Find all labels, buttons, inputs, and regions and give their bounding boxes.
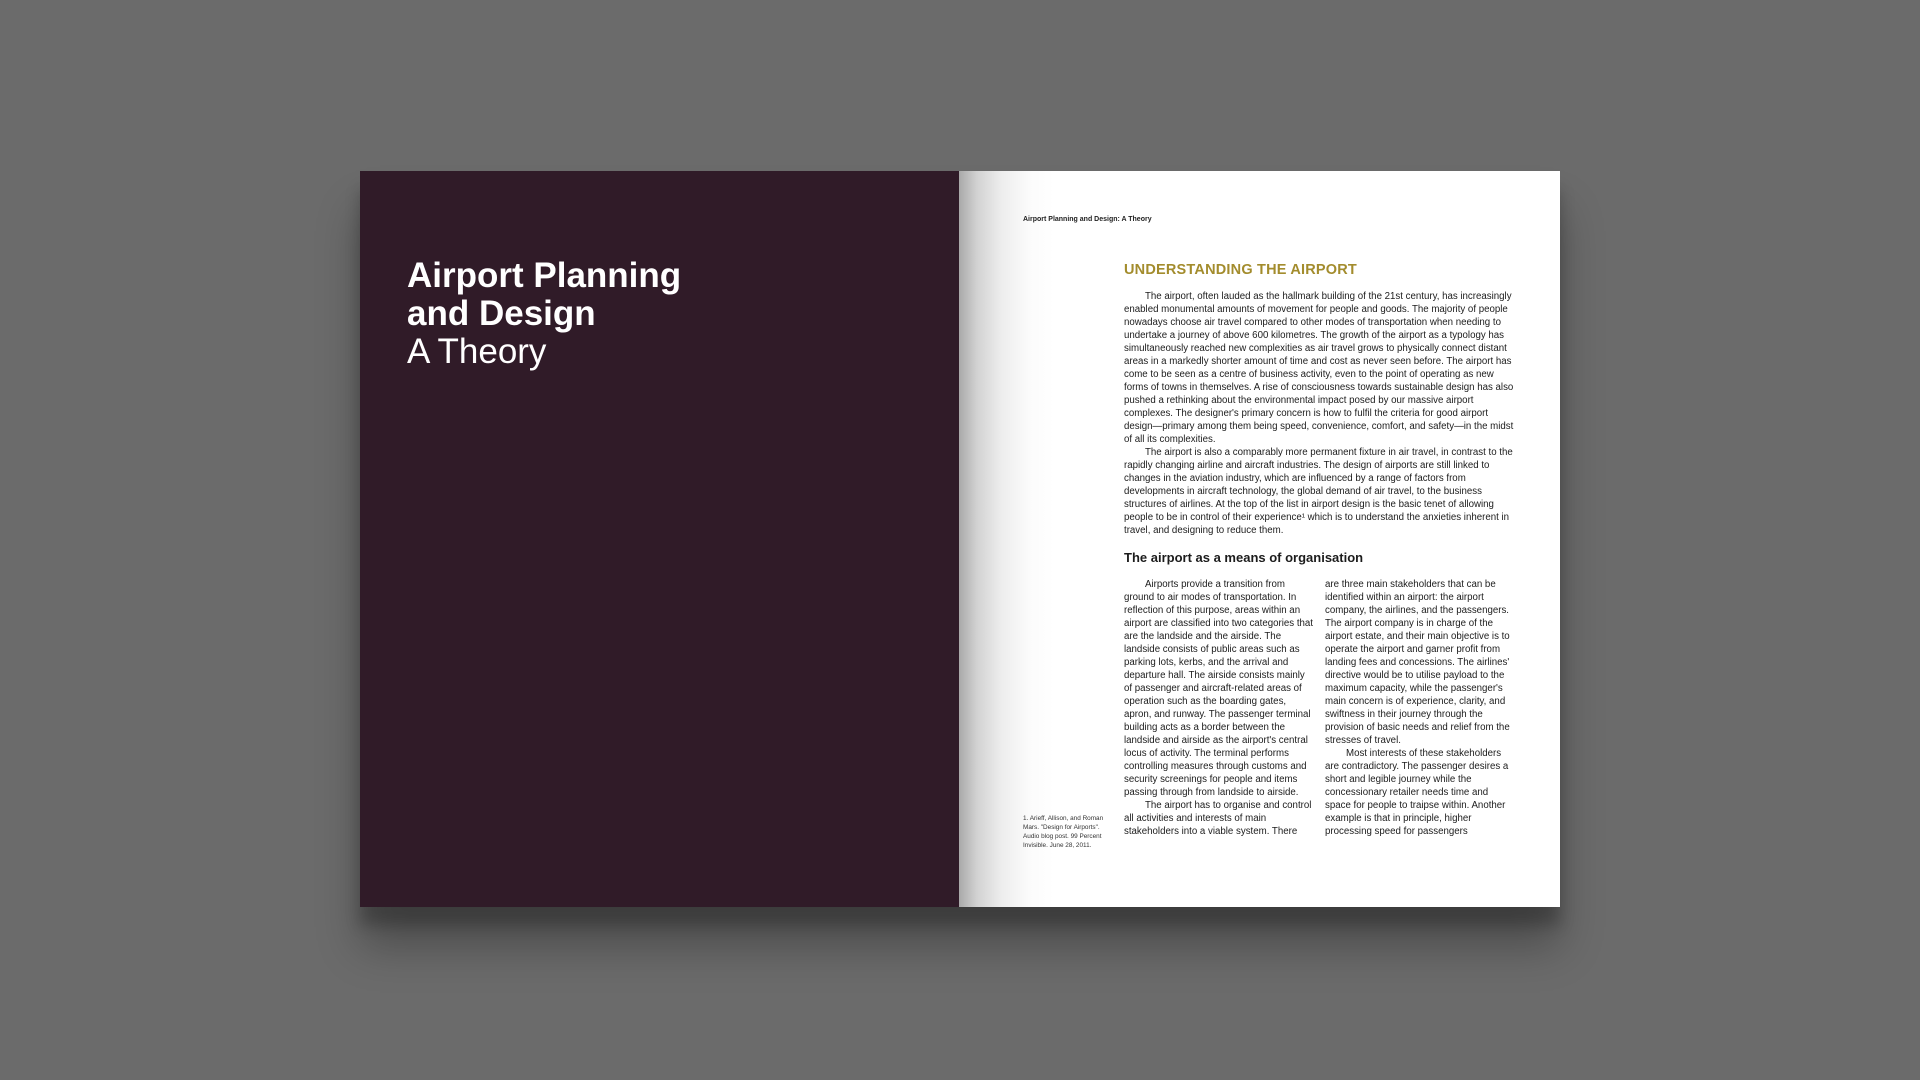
subheading: The airport as a means of organisation [1124, 550, 1364, 565]
column-right-paragraph-2: Most interests of these stakeholders are contradictory. The passenger desires a short and legible journey while the concessionary retailer needs time and space for people to traipse within. Another example is that in principle, higher processing speed for passengers [1325, 748, 1509, 837]
cover-subtitle: A Theory [407, 332, 547, 371]
running-head: Airport Planning and Design: A Theory [1023, 216, 1152, 223]
cover-page [360, 171, 959, 907]
book-spread [360, 171, 1560, 907]
footnote: 1. Arieff, Allison, and Roman Mars. "Design for Airports". Audio blog post. 99 Percent Invisible. June 28, 2011. [1023, 815, 1104, 849]
intro-paragraph-2: The airport is also a comparably more permanent fixture in air travel, in contrast to the rapidly changing airline and aircraft industries. The design of airports are still linked to changes in the aviation industry, which are influenced by a range of factors from developments in aircraft technology, the global demand of air travel, to the business structures of airlines. At the top of the list in airport design is the basic tenet of allowing people to be in control of their experience¹ which is to understand the anxieties inherent in travel, and designing to reduce them. [1124, 447, 1513, 536]
text-page [959, 171, 1560, 907]
cover-title-line-2: and Design [407, 294, 596, 333]
column-left-paragraph-1: Airports provide a transition from ground to air modes of transportation. In reflection of this purpose, areas within an airport are classified into two categories that are the landside and the airside. The landside consists of public areas such as parking lots, kerbs, and the arrival and departure hall. The airside consists mainly of passenger and aircraft-related areas of operation such as the boarding gates, apron, and runway. The passenger terminal building acts as a border between the landside and airside as the airport's central locus of activity. The terminal performs controlling measures through customs and security screenings for people and items passing through from landside to airside. [1124, 579, 1314, 798]
intro-text [1124, 290, 1514, 537]
text-column-left [1124, 578, 1314, 838]
column-left-paragraph-2: The airport has to organise and control all activities and interests of main stakeholders into a viable system. There [1124, 800, 1312, 837]
cover-title-line-1: Airport Planning [407, 256, 682, 295]
cover-title-block [407, 257, 681, 371]
section-heading: UNDERSTANDING THE AIRPORT [1124, 262, 1357, 278]
text-column-right [1325, 578, 1515, 838]
intro-paragraph-1: The airport, often lauded as the hallmark building of the 21st century, has increasingly enabled monumental amounts of movement for people and goods. The majority of people nowadays choose air travel compared to other modes of transportation when needing to undertake a journey of above 600 kilometres. The growth of the airport as a typology has simultaneously reached new complexities as air travel grows to physically connect distant areas in a markedly shorter amount of time and cost as never seen before. The airport has come to be seen as a centre of business activity, even to the point of operating as new forms of towns in themselves. A rise of consciousness towards sustainable design has also pushed a rethinking about the environmental impact posed by our massive airport complexes. The designer's primary concern is how to fulfil the criteria for good airport design—primary among them being speed, convenience, comfort, and safety—in the midst of all its complexities. [1124, 291, 1514, 445]
column-right-paragraph-1: are three main stakeholders that can be identified within an airport: the airport company, the airlines, and the passengers. The airport company is in charge of the airport estate, and their main objective is to operate the airport and garner profit from landing fees and concessions. The airlines' directive would be to utilise payload to the maximum capacity, while the passenger's main concern is of experience, clarity, and swiftness in their journey through the provision of basic needs and relief from the stresses of travel. [1325, 579, 1510, 746]
